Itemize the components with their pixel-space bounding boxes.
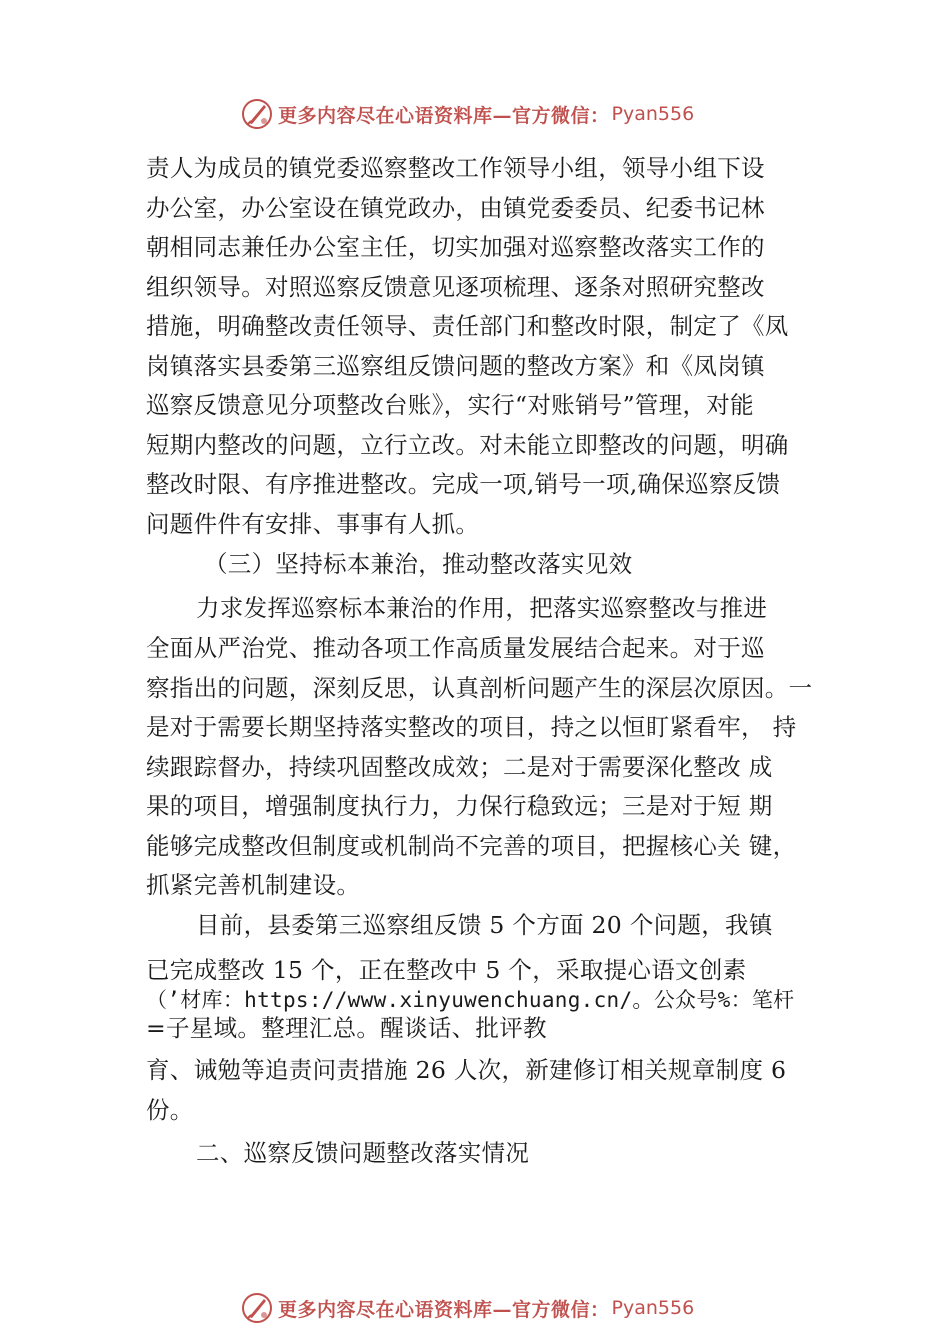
quill-logo-icon bbox=[240, 97, 274, 131]
body-line: 份。 bbox=[146, 1096, 194, 1124]
body-line: 短期内整改的问题，立行立改。对未能立即整改的问题，明确 bbox=[146, 431, 789, 459]
body-line: 抓紧完善机制建设。 bbox=[146, 871, 361, 899]
body-line: =子星域。整理汇总。醒谈话、批评教 bbox=[146, 1014, 547, 1042]
quill-logo-icon bbox=[240, 1291, 274, 1325]
body-line: 已完成整改 15 个，正在整改中 5 个，采取提心语文创素 bbox=[146, 956, 747, 984]
body-line: 察指出的问题，深刻反思，认真剖析问题产生的深层次原因。一 bbox=[146, 674, 813, 702]
watermark-line: （’材库：https://www.xinyuwenchuang.cn/。公众号%：笔杆 bbox=[146, 988, 795, 1012]
body-line: 办公室，办公室设在镇党政办，由镇党委委员、纪委书记林 bbox=[146, 194, 765, 222]
body-line: 全面从严治党、推动各项工作高质量发展结合起来。对于巡 bbox=[146, 634, 765, 662]
body-line: 力求发挥巡察标本兼治的作用，把落实巡察整改与推进 bbox=[196, 594, 768, 622]
body-line: 是对于需要长期坚持落实整改的项目，持之以恒盯紧看牢， 持 bbox=[146, 713, 797, 741]
body-line: 岗镇落实县委第三巡察组反馈问题的整改方案》和《凤岗镇 bbox=[146, 352, 765, 380]
body-line: 组织领导。对照巡察反馈意见逐项梳理、逐条对照研究整改 bbox=[146, 273, 765, 301]
banner-text: 更多内容尽在心语资料库—官方微信： bbox=[278, 104, 610, 127]
chapter-heading: 二、巡察反馈问题整改落实情况 bbox=[196, 1139, 530, 1167]
banner-wechat-id: Pyan556 bbox=[611, 103, 695, 125]
body-line: 责人为成员的镇党委巡察整改工作领导小组，领导小组下设 bbox=[146, 154, 765, 182]
body-line: 巡察反馈意见分项整改台账》，实行“对账销号”管理，对能 bbox=[146, 391, 754, 419]
banner-wechat-id: Pyan556 bbox=[611, 1297, 695, 1319]
footer-banner bbox=[240, 1290, 694, 1326]
body-line: 问题件件有安排、事事有人抓。 bbox=[146, 510, 480, 538]
body-line: 续跟踪督办，持续巩固整改成效；二是对于需要深化整改 成 bbox=[146, 753, 773, 781]
header-banner bbox=[240, 96, 694, 132]
body-line: 朝相同志兼任办公室主任，切实加强对巡察整改落实工作的 bbox=[146, 233, 765, 261]
body-line: 能够完成整改但制度或机制尚不完善的项目，把握核心关 键， bbox=[146, 832, 797, 860]
body-line: 整改时限、有序推进整改。完成一项,销号一项,确保巡察反馈 bbox=[146, 470, 781, 498]
body-line: 果的项目，增强制度执行力，力保行稳致远；三是对于短 期 bbox=[146, 792, 773, 820]
body-line: 目前，县委第三巡察组反馈 5 个方面 20 个问题，我镇 bbox=[196, 911, 773, 939]
body-line: 措施，明确整改责任领导、责任部门和整改时限，制定了《凤 bbox=[146, 312, 789, 340]
banner-text: 更多内容尽在心语资料库—官方微信： bbox=[278, 1298, 610, 1321]
body-line: 育、诫勉等追责问责措施 26 人次，新建修订相关规章制度 6 bbox=[146, 1056, 787, 1084]
section-heading: （三）坚持标本兼治，推动整改落实见效 bbox=[204, 550, 633, 578]
